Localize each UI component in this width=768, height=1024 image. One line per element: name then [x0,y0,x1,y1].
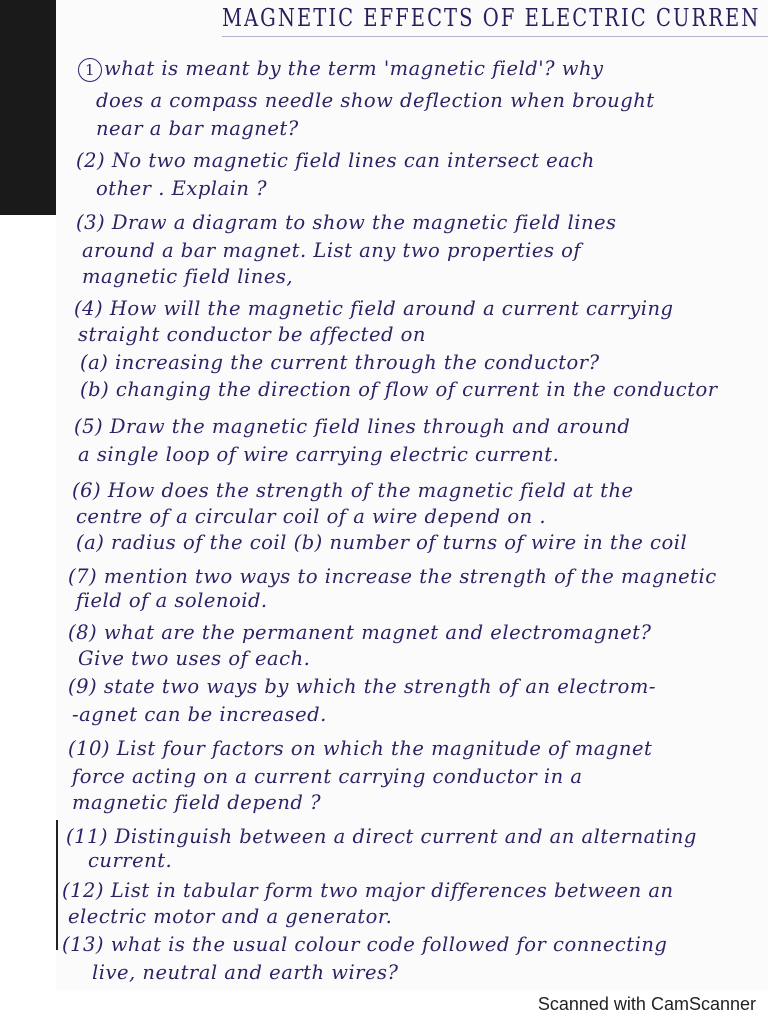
question-3-line-1: (3) Draw a diagram to show the magnetic field lines [76,211,617,234]
question-6-options: (a) radius of the coil (b) number of turns of wire in the coil [76,531,688,554]
question-5-line-1: (5) Draw the magnetic field lines through and around [74,415,631,438]
margin-line [56,820,58,950]
question-3-line-3: magnetic field lines, [82,265,294,288]
question-7-line-2: field of a solenoid. [76,589,268,612]
question-10-line-3: magnetic field depend ? [72,791,322,814]
question-1-line-2: does a compass needle show deflection when brought [96,89,655,112]
question-9-line-1: (9) state two ways by which the strength of an electrom- [68,675,656,698]
question-4-line-1: (4) How will the magnetic field around a current carrying [74,297,674,320]
question-11-line-2: current. [88,849,173,872]
question-2-line-1: (2) No two magnetic field lines can intersect each [76,149,595,172]
question-12-line-1: (12) List in tabular form two major differences between an [62,879,674,902]
question-11-line-1: (11) Distinguish between a direct current and an alternating [66,825,697,848]
question-13-line-1: (13) what is the usual colour code followed for connecting [62,933,668,956]
question-4-option-b: (b) changing the direction of flow of current in the conductor [80,378,718,401]
question-5-line-2: a single loop of wire carrying electric current. [78,443,560,466]
question-6-line-1: (6) How does the strength of the magnetic field at the [72,479,634,502]
heading-underline [222,36,768,37]
question-1-line-1 [78,56,604,82]
question-1-text: what is meant by the term 'magnetic field'? why [104,57,604,80]
question-10-line-1: (10) List four factors on which the magnitude of magnet [68,737,653,760]
question-9-line-2: -agnet can be increased. [72,703,327,726]
scan-dark-edge [0,0,64,215]
question-3-line-2: around a bar magnet. List any two properties of [82,239,582,262]
camscanner-watermark: Scanned with CamScanner [537,994,756,1014]
question-12-line-2: electric motor and a generator. [68,905,393,928]
question-4-option-a: (a) increasing the current through the conductor? [80,351,600,374]
question-8-line-2: Give two uses of each. [78,647,311,670]
question-8-line-1: (8) what are the permanent magnet and electromagnet? [68,621,652,644]
question-13-line-2: live, neutral and earth wires? [92,961,399,984]
page-heading: MAGNETIC EFFECTS OF ELECTRIC CURREN [222,4,761,32]
question-10-line-2: force acting on a current carrying conductor in a [72,765,583,788]
question-4-line-2: straight conductor be affected on [78,323,426,346]
question-1-line-3: near a bar magnet? [96,117,299,140]
question-2-line-2: other . Explain ? [96,177,268,200]
question-6-line-2: centre of a circular coil of a wire depend on . [76,505,547,528]
question-1-number: 1 [78,58,102,82]
question-7-line-1: (7) mention two ways to increase the strength of the magnetic [68,565,717,588]
